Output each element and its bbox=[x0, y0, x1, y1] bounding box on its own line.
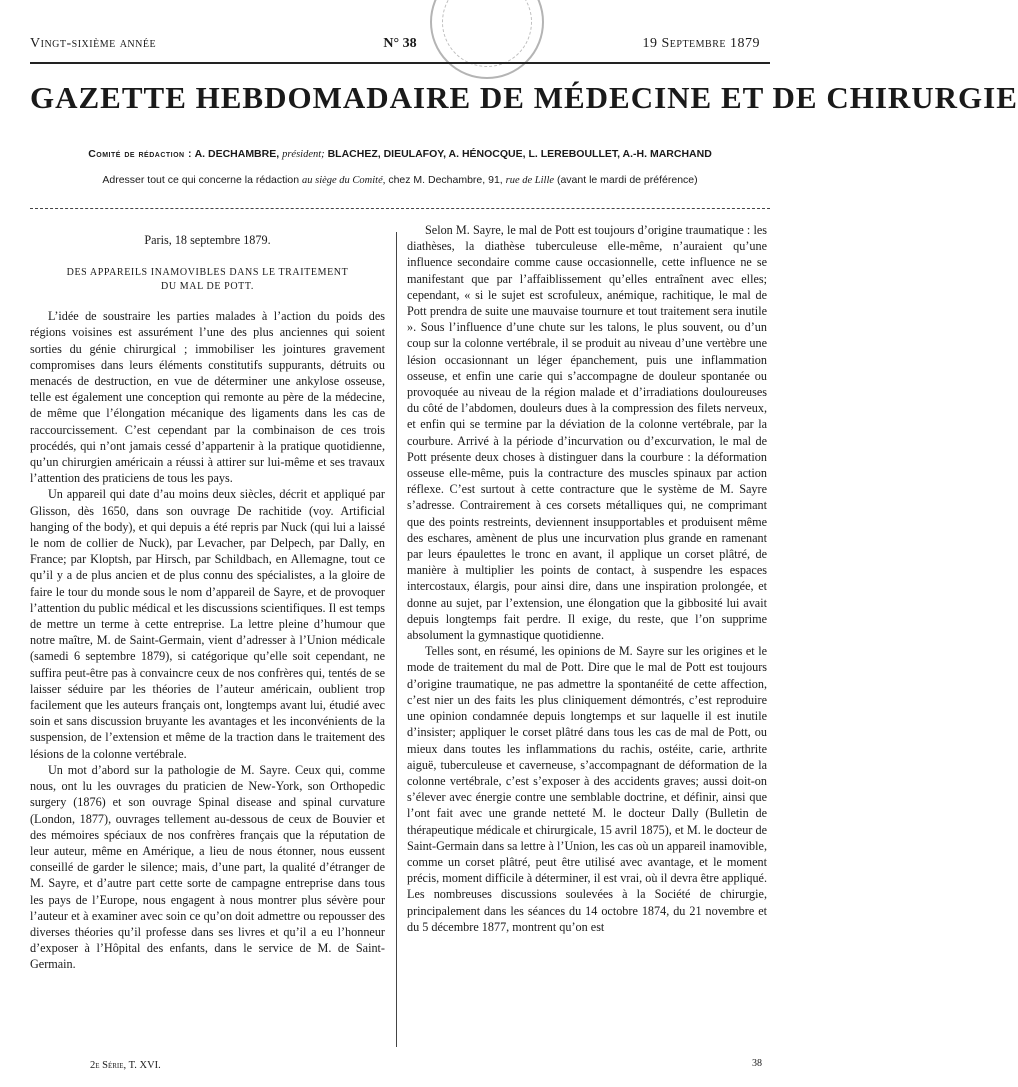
editorial-committee bbox=[30, 148, 770, 160]
address-seat: au siège du Comité, bbox=[301, 175, 386, 186]
editorial-address bbox=[30, 174, 770, 186]
committee-chair: A. DECHAMBRE, bbox=[194, 148, 280, 160]
committee-label: Comité de rédaction : bbox=[88, 148, 193, 160]
issue-number: N° 38 bbox=[383, 36, 417, 51]
paragraph: Telles sont, en résumé, les opinions de M. Sayre sur les origines et le mode de traitement du mal de Pott. Dire que le mal de Pott est toujours d’origine traumatique, ne pas admettre la spontanéité de cette affection, c’est nier un des faits les plus cliniquement démontrés, c’est reproduire une opinion condamnée depuis longtemps et sur laquelle il est inutile d’insister; appliquer le corset plâtré dans tous les cas de mal de Pott, ou mieux dans toutes les inflammations du rachis, ostéite, carie, arthrite aiguë, tuberculeuse et caverneuse, s’accompagnant de déformation de la colonne vertébrale, c’est s’exposer à des accidents graves; aussi doit-on s’élever avec énergie contre une semblable doctrine, et définir, ainsi que l’ont fait avec une grande netteté M. le docteur Dally (Bulletin de thérapeutique médicale et chirurgicale, 15 avril 1875), et M. le docteur de Saint-Germain dans sa lettre à l’Union, les cas où un appareil inamovible, comme un corset plâtré, peut être utilisé avec avantage, et le moment précis, moment difficile à déterminer, il est vrai, où il devra être appliqué. Les nombreuses discussions soulevées à la Société de chirurgie, principalement dans les séances du 14 octobre 1874, du 21 novembre et du 5 décembre 1877, montrent qu’on est bbox=[407, 644, 767, 934]
issue-date: 19 Septembre 1879 bbox=[642, 36, 760, 51]
paragraph: Un appareil qui date d’au moins deux siècles, décrit et appliqué par Glisson, dès 1650, dans son ouvrage De rachitide (voy. Artificial hanging of the body), et qui depuis a été repris par Nuck (qui lui a laissé le nom de collier de Nuck), par Levacher, par Delpech, par Dally, en France; par Kloptsh, par Hirsch, par Schildbach, en Allemagne, tout ce qu’il y a de plus ancien et de plus connu des spécialistes, a la gloire de faire le tour du monde sous le nom d’appareil de Sayre, et de provoquer l’attention du public médical et les discussions scientifiques. Il est temps de mettre un terme à cette entreprise. La lettre pleine d’humour que notre maître, M. de Saint-Germain, vient d’adresser à l’Union médicale (samedi 6 septembre 1879), si catégorique qu’elle soit cependant, ne suffira peut-être pas à convaincre ceux de nos confrères qui, tentés de se laisser séduire par les théories de l’auteur américain, oublient trop facilement que les auteurs français ont, longtemps avant lui, étudié avec soin et sans discussion bruyante les avantages et les inconvénients de la suspension, de l’extension et même de la traction dans le traitement des lésions de la colonne vertébrale. bbox=[30, 487, 385, 761]
committee-members: BLACHEZ, DIEULAFOY, A. HÉNOCQUE, L. LEREBOULLET, A.-H. MARCHAND bbox=[327, 148, 712, 160]
series-volume: 2e Série, T. XVI. bbox=[90, 1060, 161, 1071]
address-street: rue de Lille bbox=[505, 175, 555, 186]
journal-title: GAZETTE HEBDOMADAIRE DE MÉDECINE ET DE CHIRURGIE bbox=[30, 80, 1018, 115]
top-rule bbox=[30, 62, 770, 64]
paragraph: Selon M. Sayre, le mal de Pott est toujours d’origine traumatique : les diathèses, la diathèse tuberculeuse elle-même, n’auraient qu’une influence secondaire comme cause occasionnelle, cette influence ne se manifestant que par l’affaiblissement qu’elles entraînent avec elles; cependant, « si le sujet est scrofuleux, anémique, rachitique, le mal de Pott prendra de suite une mauvaise tournure et tout traitement sera inutile ». Sous l’influence d’une chute sur les talons, le plus souvent, ou d’un coup sur la colonne vertébrale, il se produit au niveau d’une vertèbre une lésion occasionnant un léger épanchement, puis une inflammation osseuse, et enfin une carie qui s’accompagne de douleur spontanée ou provoquée au niveau de la région malade et d’irradiations douloureuses du côté de l’abdomen, douleurs dues à la compression des filets nerveux, et enfin qui se termine par la déviation de la colonne vertébrale, par la courbure. Arrivé à la période d’incurvation ou d’excurvation, le mal de Pott présente deux choses à distinguer dans la courbure : la déformation osseuse elle-même, puis la contracture des muscles spinaux par action réflexe. C’est surtout à cette contracture que le système de M. Sayre s’adresse. Contrairement à ces corsets métalliques qui, ne comprimant que des points restreints, deviennent insupportables et produisent même des eschares, amènent de plus une incurvation plus grande en ramenant par leurs épaulettes le tronc en avant, il applique un corset plâtré, de manière à multiplier les points de contact, à suspendre les espaces intercostaux, élargis, pour ainsi dire, dans une inspiration prolongée, et donne au sujet, par l’extension, une élongation que la gibbosité lui avait depuis longtemps fait perdre. Il exige, du reste, que l’on supprime absolument la gymnastique quotidienne. bbox=[407, 223, 767, 643]
paragraph: L’idée de soustraire les parties malades à l’action du poids des régions voisines est assurément l’une des plus anciennes qui soient sorties du génie chirurgical ; immobiliser les jointures gravement compromises dans leurs éléments constitutifs suppurants, détruits ou menacés de destruction, en vue de déterminer une ankylose osseuse, telle est également une conception qui remonte au père de la médecine, de même que l’élongation mécanique des ligaments dans les cas de raccourcissement. C’est cependant par la combinaison de ces trois procédés, qui n’ont jamais cessé d’appartenir à la pratique quotidienne, qu’un chirurgien américain a réussi à attirer sur lui-même et ses travaux l’attention des praticiens de tous les pays. bbox=[30, 309, 385, 486]
article-title-line1: DES APPAREILS INAMOVIBLES DANS LE TRAITEMENT bbox=[66, 267, 349, 279]
right-column bbox=[407, 222, 767, 935]
article-title-line2: DU MAL DE POTT. bbox=[161, 281, 254, 293]
left-column bbox=[30, 232, 385, 973]
address-pre: Adresser tout ce qui concerne la rédaction bbox=[102, 174, 300, 186]
volume-year: Vingt-sixième année bbox=[30, 36, 157, 51]
header-rule bbox=[30, 208, 770, 209]
column-divider bbox=[396, 232, 397, 1047]
address-mid: chez M. Dechambre, 91, bbox=[388, 174, 503, 186]
issue-info-line bbox=[30, 30, 770, 54]
committee-role: président; bbox=[282, 149, 325, 160]
paragraph: Un mot d’abord sur la pathologie de M. Sayre. Ceux qui, comme nous, ont lu les ouvrages du praticien de New-York, son Orthopedic surgery (1876) et son ouvrage Spinal disease and spinal curvature (London, 1877), ouvrages tellement au-dessous de ceux de Bouvier et des mémoires spéciaux de nos confrères français que la réputation de leur auteur, même en Amérique, a lieu de nous étonner, nous eussent conseillé de garder le silence; mais, d’une part, la qualité d’étranger de M. Sayre, et d’autre part cette sorte de campagne entreprise dans tous les pays de l’Europe, nous engagent à nous montrer plus sévère pour l’auteur et à examiner avec soin ce qu’on doit admettre ou repousser des diverses théories qu’il professe dans ses livres et qu’il a eu l’honneur d’exposer à l’Hôpital des enfants, dans le service de M. de Saint-Germain. bbox=[30, 762, 385, 972]
address-post: (avant le mardi de préférence) bbox=[556, 174, 698, 186]
article-dateline: Paris, 18 septembre 1879. bbox=[144, 233, 271, 247]
page-number: 38 bbox=[752, 1058, 762, 1069]
article-title bbox=[30, 266, 385, 294]
